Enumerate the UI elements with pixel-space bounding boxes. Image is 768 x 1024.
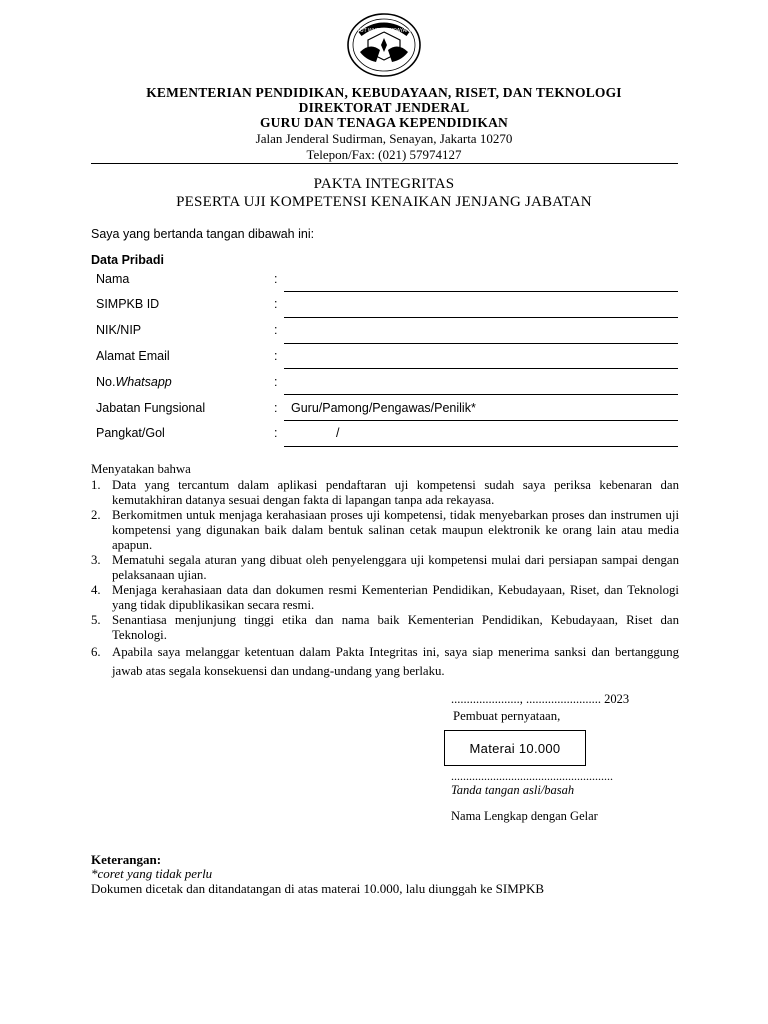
signature-note: Tanda tangan asli/basah [451, 783, 575, 797]
field-line-whatsapp[interactable] [284, 394, 678, 395]
field-label-nama: Nama [96, 272, 130, 286]
field-colon: : [274, 349, 278, 363]
field-colon: : [274, 297, 278, 311]
field-colon: : [274, 426, 278, 440]
signature-dots: ...................................................... [451, 769, 613, 783]
field-label-whatsapp [96, 375, 172, 389]
ministry-name: KEMENTERIAN PENDIDIKAN, KEBUDAYAAN, RISET, DAN TEKNOLOGI [146, 85, 622, 100]
name-note: Nama Lengkap dengan Gelar [451, 809, 598, 823]
field-line-pangkat[interactable] [284, 446, 678, 447]
statement-item [91, 508, 679, 553]
statement-text: Mematuhi segala aturan yang dibuat oleh penyelenggara uji kompetensi mulai dari persiapan sampai dengan pelaksanaan ujian. [112, 553, 679, 582]
phone: Telepon/Fax: (021) 57974127 [306, 147, 462, 162]
tut-wuri-handayani-logo [346, 12, 422, 78]
statement-item [91, 643, 679, 681]
statement-number: 3. [91, 553, 101, 567]
field-label-pangkat: Pangkat/Gol [96, 426, 165, 440]
notes-title: Keterangan: [91, 852, 162, 867]
document-title: PAKTA INTEGRITAS [313, 176, 455, 192]
statement-text: Senantiasa menjunjung tinggi etika dan nama baik Kementerian Pendidikan, Kebudayaan, Riset dan Teknologi. [112, 613, 679, 642]
statement-number: 2. [91, 508, 101, 522]
place-date: ......................, ........................ 2023 [451, 692, 630, 706]
field-value-jabatan: Guru/Pamong/Pengawas/Penilik* [291, 401, 476, 415]
statement-item [91, 478, 679, 508]
notes-instruction: Dokumen dicetak dan ditandatangan di atas materai 10.000, lalu diunggah ke SIMPKB [91, 881, 545, 896]
intro-text: Saya yang bertanda tangan dibawah ini: [91, 227, 315, 241]
statement-list [91, 478, 679, 681]
statement-number: 1. [91, 478, 101, 492]
statement-item [91, 613, 679, 643]
field-label-simpkb: SIMPKB ID [96, 297, 160, 311]
field-label-jabatan: Jabatan Fungsional [96, 401, 206, 415]
field-colon: : [274, 401, 278, 415]
section-title: Data Pribadi [91, 253, 164, 267]
declaration-intro: Menyatakan bahwa [91, 462, 191, 476]
document-subtitle: PESERTA UJI KOMPETENSI KENAIKAN JENJANG JABATAN [176, 194, 592, 210]
field-line-email[interactable] [284, 368, 678, 369]
notes-footnote: *coret yang tidak perlu [91, 866, 213, 881]
field-colon: : [274, 323, 278, 337]
field-label-nik: NIK/NIP [96, 323, 142, 337]
field-colon: : [274, 272, 278, 286]
statement-number: 5. [91, 613, 101, 627]
whatsapp-word: Whatsapp [115, 375, 172, 389]
address: Jalan Jenderal Sudirman, Senayan, Jakarta 10270 [255, 131, 513, 146]
statement-text: Menjaga kerahasiaan data dan dokumen resmi Kementerian Pendidikan, Kebudayaan, Riset, dan Teknologi yang tidak dipublikasikan secara resmi. [112, 583, 679, 612]
field-label-email: Alamat Email [96, 349, 170, 363]
statement-number: 4. [91, 583, 101, 597]
field-line-jabatan[interactable] [284, 420, 678, 421]
field-line-nama[interactable] [284, 291, 678, 292]
statement-item [91, 553, 679, 583]
materai-stamp-box: Materai 10.000 [444, 730, 586, 766]
logo-motto: TUT WURI HANDAYANI [356, 28, 412, 34]
maker-label: Pembuat pernyataan, [453, 709, 561, 723]
statement-number: 6. [91, 645, 101, 659]
field-value-pangkat: / [336, 426, 340, 440]
field-colon: : [274, 375, 278, 389]
field-line-nik[interactable] [284, 343, 678, 344]
statement-text: Data yang tercantum dalam aplikasi pendaftaran uji kompetensi sudah saya periksa kebenaran dan kemutakhiran datanya sesuai dengan fakta di lapangan tanpa ada rekayasa. [112, 478, 679, 507]
statement-item [91, 583, 679, 613]
field-line-simpkb[interactable] [284, 317, 678, 318]
directorate-subname: GURU DAN TENAGA KEPENDIDIKAN [259, 115, 508, 130]
whatsapp-prefix: No. [96, 375, 116, 389]
statement-text: Apabila saya melanggar ketentuan dalam Pakta Integritas ini, saya siap menerima sanksi dan bertanggung jawab atas segala konsekuensi dan undang-undang yang berlaku. [112, 645, 679, 678]
directorate-name: DIREKTORAT JENDERAL [298, 100, 470, 115]
header-divider [91, 163, 678, 164]
statement-text: Berkomitmen untuk menjaga kerahasiaan proses uji kompetensi, tidak menyebarkan proses dan instrumen uji kompetensi yang digunakan baik dalam bentuk salinan cetak maupun elektronik ke orang lain atau media apapun. [112, 508, 679, 552]
